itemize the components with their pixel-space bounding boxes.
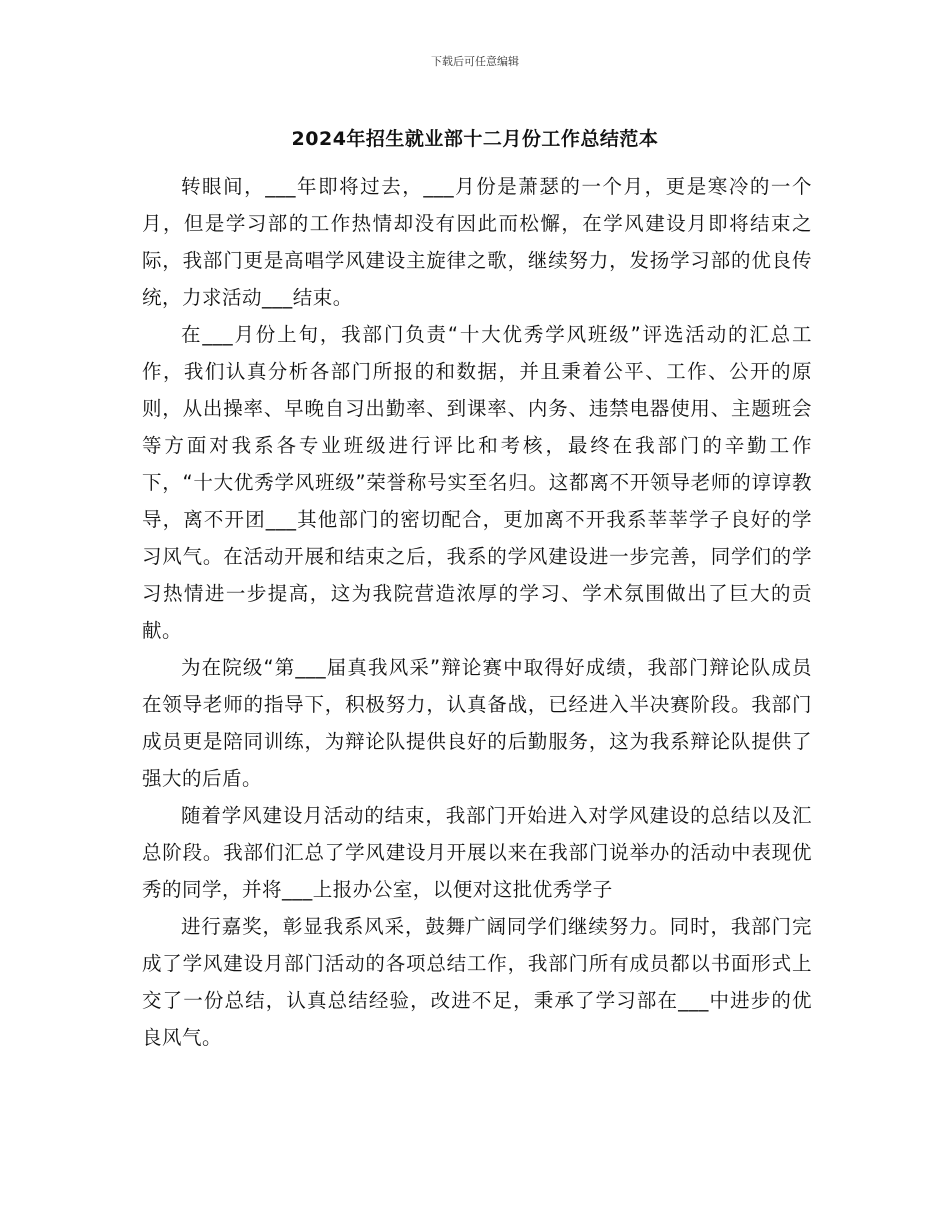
document-body: [142, 168, 812, 1056]
paragraph-5: 进行嘉奖，彰显我系风采，鼓舞广阔同学们继续努力。同时，我部门完成了学风建设月部门活动的各项总结工作，我部门所有成员都以书面形式上交了一份总结，认真总结经验，改进不足，秉承了学习部在___中进步的优良风气。: [142, 915, 812, 1049]
paragraph-2: 在___月份上旬，我部门负责“十大优秀学风班级”评选活动的汇总工作，我们认真分析各部门所报的和数据，并且秉着公平、工作、公开的原则，从出操率、早晚自习出勤率、到课率、内务、违禁电器使用、主题班会等方面对我系各专业班级进行评比和考核，最终在我部门的辛勤工作下，“十大优秀学风班级”荣誉称号实至名归。这都离不开领导老师的谆谆教导，离不开团___其他部门的密切配合，更加离不开我系莘莘学子良好的学习风气。在活动开展和结束之后，我系的学风建设进一步完善，同学们的学习热情进一步提高，这为我院营造浓厚的学习、学术氛围做出了巨大的贡献。: [142, 323, 812, 642]
page-title: 2024年招生就业部十二月份工作总结范本: [291, 128, 659, 150]
header-note: 下载后可任意编辑: [431, 55, 519, 68]
paragraph-3: 为在院级“第___届真我风采”辩论赛中取得好成绩，我部门辩论队成员在领导老师的指导下，积极努力，认真备战，已经进入半决赛阶段。我部门成员更是陪同训练，为辩论队提供良好的后勤服务，这为我系辩论队提供了强大的后盾。: [142, 656, 812, 790]
paragraph-4: 随着学风建设月活动的结束，我部门开始进入对学风建设的总结以及汇总阶段。我部们汇总了学风建设月开展以来在我部门说举办的活动中表现优秀的同学，并将___上报办公室，以便对这批优秀学子: [142, 804, 812, 901]
paragraph-1: 转眼间，___年即将过去，___月份是萧瑟的一个月，更是寒冷的一个月，但是学习部的工作热情却没有因此而松懈，在学风建设月即将结束之际，我部门更是高唱学风建设主旋律之歌，继续努力，发扬学习部的优良传统，力求活动___结束。: [142, 175, 812, 309]
